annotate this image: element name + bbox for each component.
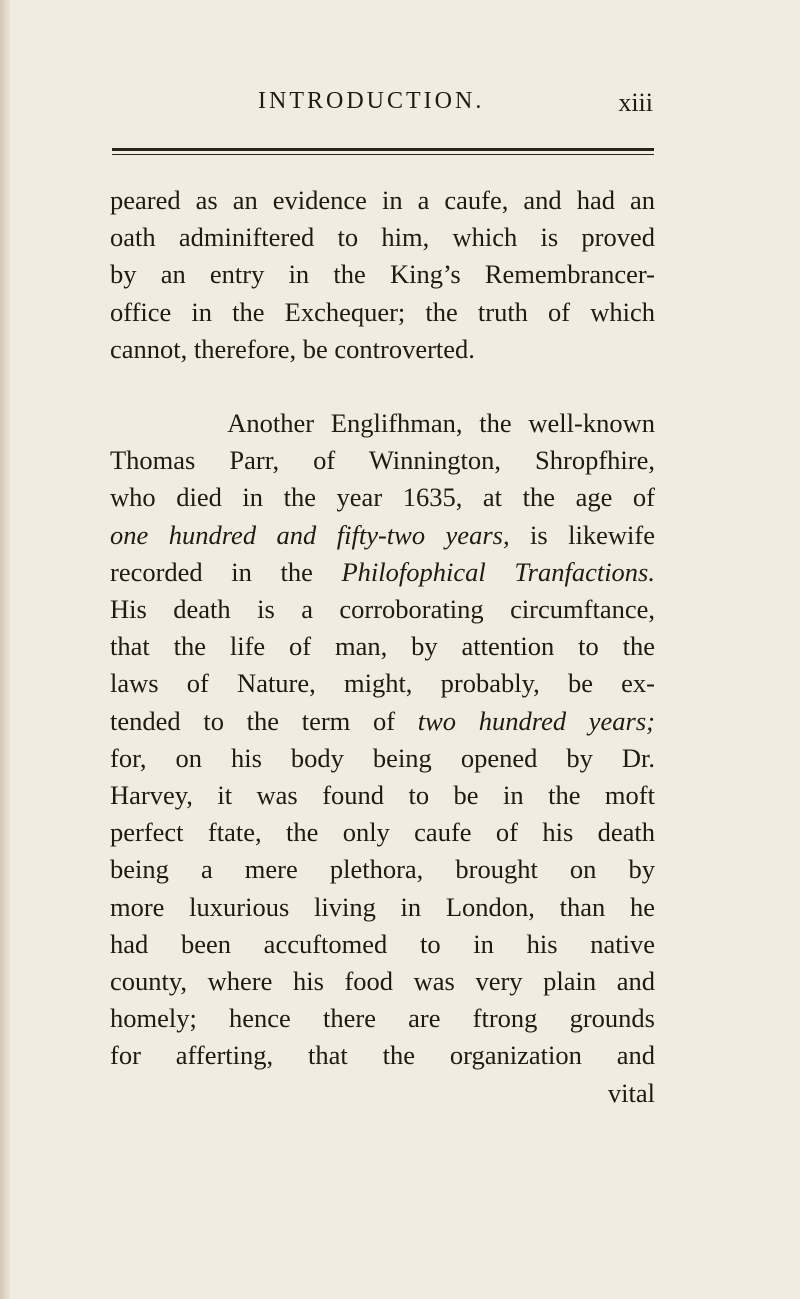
text-line-content: Another Englifhman, the well-known	[227, 408, 655, 439]
text-line	[110, 517, 655, 554]
text-line: being a mere plethora, brought on by	[110, 854, 655, 885]
text-line: His death is a corroborating circumftance,	[110, 594, 655, 625]
text-line: cannot, therefore, be controverted.	[110, 333, 475, 364]
text-line	[110, 405, 655, 442]
text-line: for afferting, that the organization and	[110, 1040, 655, 1071]
paragraph-1	[110, 182, 655, 368]
text-line	[110, 554, 655, 591]
page-header	[258, 88, 658, 128]
text-line: by an entry in the King’s Remembrancer-	[110, 259, 655, 290]
text-line: Thomas Parr, of Winnington, Shropfhire,	[110, 445, 655, 476]
page-number: xiii	[618, 88, 653, 117]
paragraph-2	[110, 405, 655, 1112]
text-line: county, where his food was very plain and	[110, 966, 655, 997]
header-rule	[112, 148, 654, 155]
header-rule-thin	[112, 154, 654, 155]
text-line: who died in the year 1635, at the age of	[110, 482, 655, 513]
text-line-content: recorded in the	[110, 556, 342, 587]
text-line	[110, 703, 655, 740]
italic-phrase: two hundred years;	[417, 705, 655, 736]
text-line: more luxurious living in London, than he	[110, 891, 655, 922]
text-line: that the life of man, by attention to the	[110, 631, 655, 662]
text-line: peared as an evidence in a caufe, and had an	[110, 185, 655, 215]
body-text	[110, 182, 655, 1112]
text-line: office in the Exchequer; the truth of which	[110, 296, 655, 327]
text-line: laws of Nature, might, probably, be ex-	[110, 668, 655, 699]
text-line-content: tended to the term of	[110, 705, 418, 736]
text-line-content: is likewife	[509, 519, 656, 550]
running-title: INTRODUCTION.	[258, 88, 485, 114]
text-line: perfect ftate, the only caufe of his death	[110, 817, 655, 848]
italic-title: Philofophical Tranfactions.	[341, 556, 655, 587]
text-line: oath adminiftered to him, which is proved	[110, 222, 655, 253]
text-line: homely; hence there are ftrong grounds	[110, 1003, 655, 1034]
text-line: had been accuftomed to in his native	[110, 928, 655, 959]
italic-phrase: one hundred and fifty-two years,	[110, 519, 510, 550]
text-line: for, on his body being opened by Dr.	[110, 742, 655, 773]
text-line: Harvey, it was found to be in the moft	[110, 780, 655, 811]
catchword: vital	[607, 1077, 655, 1108]
page-edge	[0, 0, 10, 1299]
